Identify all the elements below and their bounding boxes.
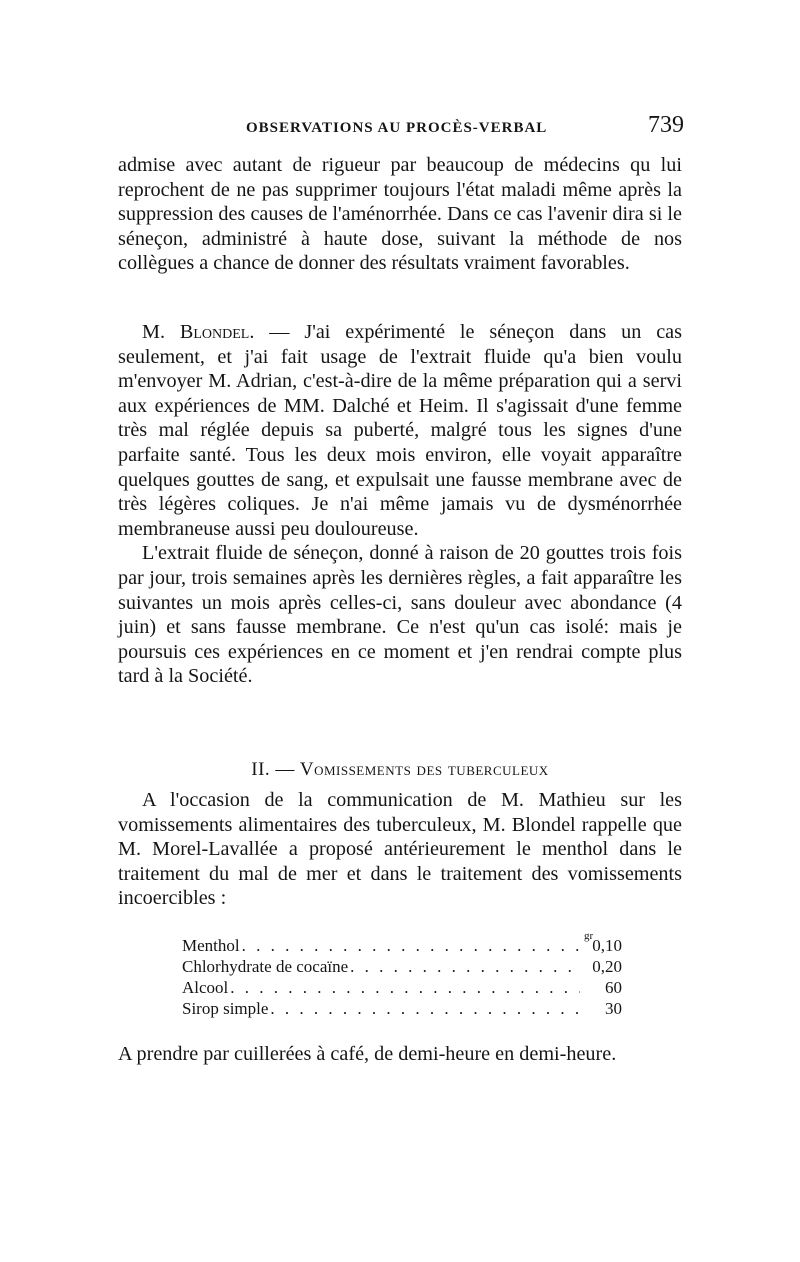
vomissements-paragraph [118,788,682,911]
ingredient-name: Alcool [182,978,229,997]
unit-label: gr [584,930,594,942]
prescription-row [182,999,622,1020]
continuation-paragraph [118,153,682,276]
section-heading [118,759,682,781]
running-header-title: OBSERVATIONS AU PROCÈS-VERBAL [246,120,548,136]
ingredient-dose: 0,20 [592,957,622,976]
leader-dots [230,978,580,998]
ingredient-dose: 0,10 [592,936,622,955]
paragraph-text: admise avec autant de rigueur par beaucoup de médecins qu lui reprochent de ne pas supprimer toujours l'état maladi même après la suppression des causes de l'aménorrhée. Dans ce cas l'avenir dira si le séneçon, administré à haute dose, suivant la méthode de nos collègues a chance de donner des résultats vraiment favorables. [118,154,682,275]
paragraph-text: L'extrait fluide de séneçon, donné à raison de 20 gouttes trois fois par jour, trois semaines après les dernières règles, a fait apparaître les suivantes un mois après celles-ci, sans douleur avec abondance (4 juin) et sans fausse membrane. Ce n'est qu'un cas isolé: mais je poursuis ces expériences en ce moment et j'en rendrai compte plus tard à la Société. [118,542,682,688]
prescription-row [182,957,622,978]
running-header [118,112,684,144]
paragraph-text: — J'ai expérimenté le séneçon dans un cas seulement, et j'ai fait usage de l'extrait fluide qu'a bien voulu m'envoyer M. Adrian, c'est-à-dire de la même préparation qui a servi aux expériences de MM. Dalché et Heim. Il s'agissait d'une femme très mal réglée depuis sa puberté, malgré tous les signes d'une parfaite santé. Tous les deux mois environ, elle voyait apparaître quelques gouttes de sang, et expulsait une fausse membrane avec de très légères coliques. Je n'ai même jamais vu de dysménorrhée membraneuse aussi peu douloureuse. [118,321,683,540]
ingredient-name: Sirop simple [182,999,269,1018]
speaker-name: M. Blondel. [142,321,255,343]
leader-dots [350,957,580,977]
blondel-remarks [118,320,682,689]
paragraph [118,320,682,541]
ingredient-name: Chlorhydrate de cocaïne [182,957,349,976]
leader-dots [242,936,580,956]
prescription-row [182,978,622,999]
ingredient-name: Menthol [182,936,240,955]
page-number: 739 [648,112,684,138]
ingredient-dose: 60 [605,978,622,997]
section-heading-text: II. — Vomissements des tuberculeux [251,759,549,780]
ingredient-dose: 30 [605,999,622,1018]
paragraph-text: A l'occasion de la communication de M. Mathieu sur les vomissements alimentaires des tuberculeux, M. Blondel rappelle que M. Morel-Lavallée a proposé antérieurement le menthol dans le traitement du mal de mer et dans le traitement des vomissements incoercibles : [118,789,682,910]
prescription-formula [182,930,622,1020]
leader-dots [270,999,580,1019]
prescription-row [182,936,622,957]
dosage-instruction: A prendre par cuillerées à café, de demi-heure en demi-heure. [118,1043,617,1065]
